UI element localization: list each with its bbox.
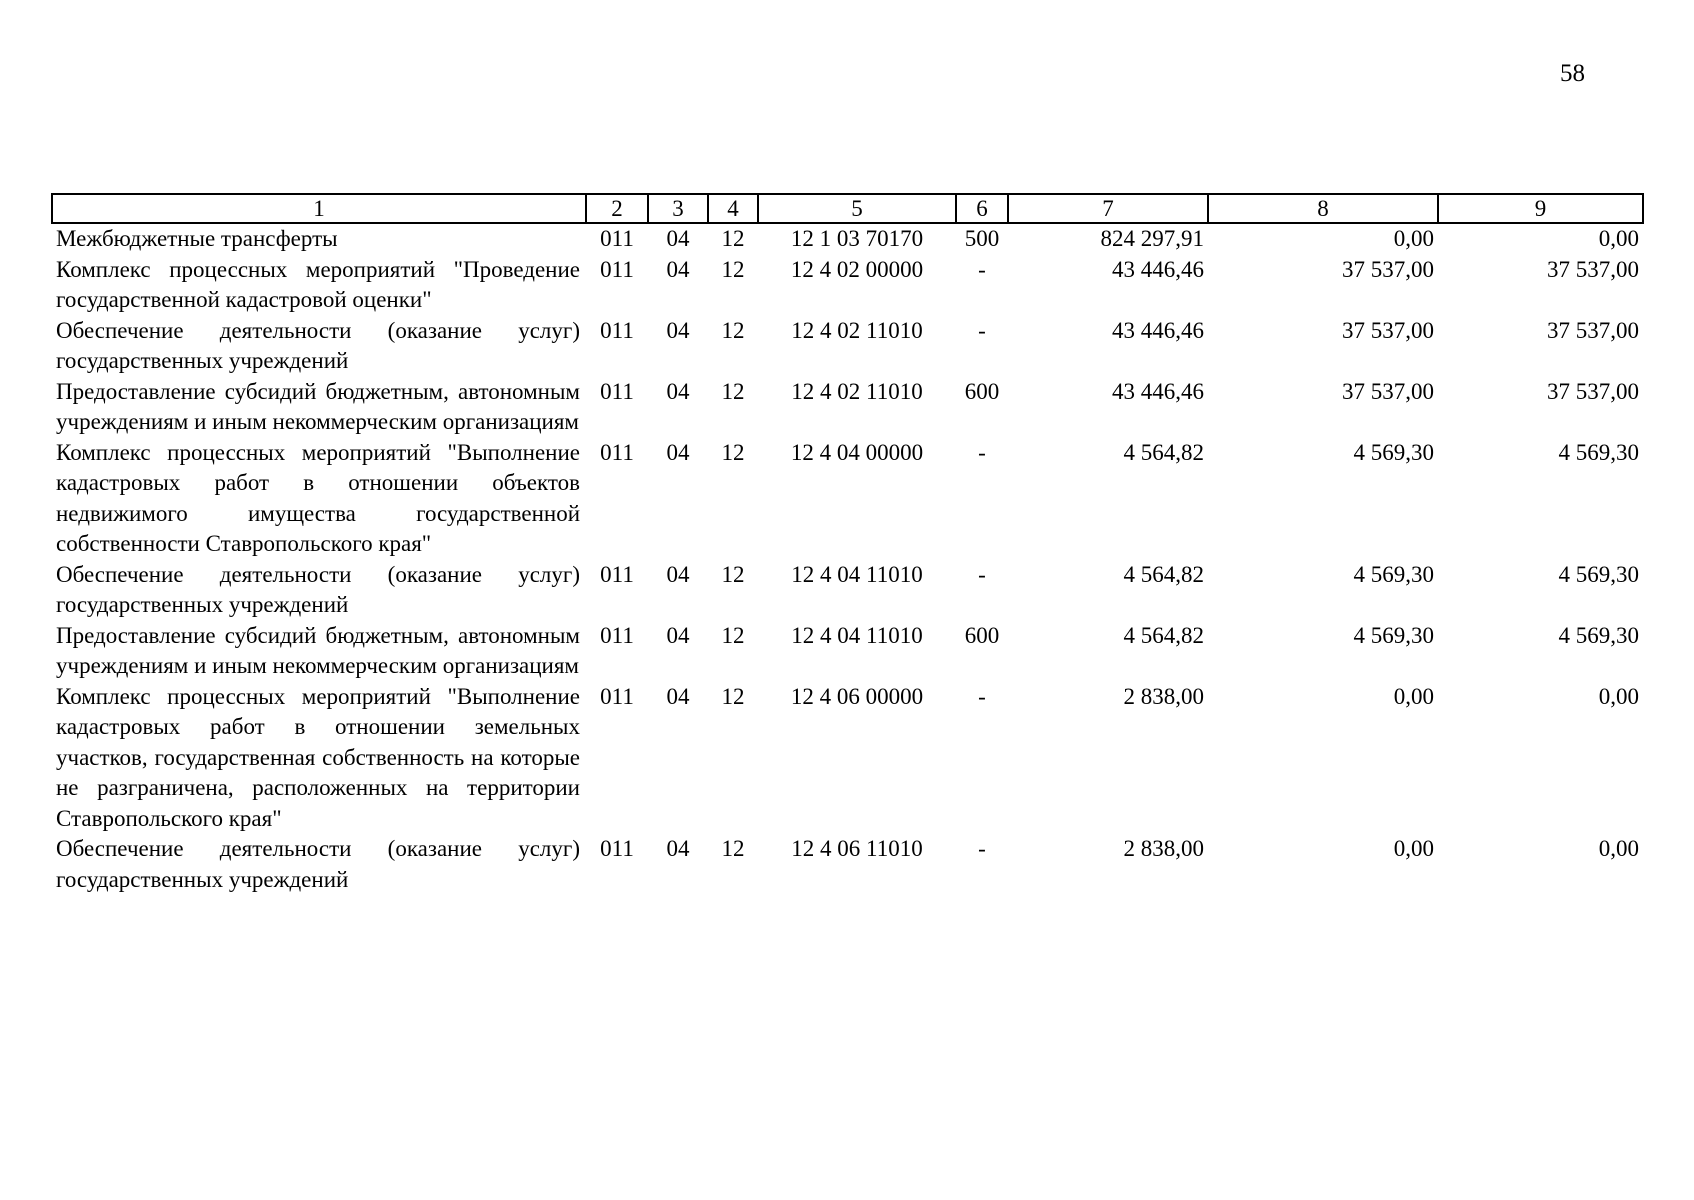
ministry-code-cell: 011: [600, 836, 634, 861]
row-name-cell: Обеспечение деятельности (оказание услуг) государственных учреждений: [56, 317, 580, 373]
header-cell-7: 7: [1008, 194, 1208, 223]
amount-col7-cell: 2 838,00: [1123, 836, 1204, 861]
expense-type-cell: 500: [964, 226, 1000, 251]
target-article-cell: 12 4 02 11010: [791, 317, 923, 343]
amount-col8-cell: 4 569,30: [1353, 622, 1434, 648]
target-article-cell: 12 4 04 00000: [790, 439, 924, 465]
ministry-code-cell: 011: [600, 439, 634, 465]
section-code-cell: 04: [666, 439, 690, 465]
expense-type-cell: -: [978, 836, 986, 861]
target-article-cell: 12 4 04 11010: [791, 561, 923, 587]
expense-type-cell: -: [978, 561, 986, 587]
section-code-cell: 04: [666, 317, 690, 343]
ministry-code-cell: 011: [600, 683, 634, 709]
expense-type-cell: 600: [964, 378, 1000, 404]
header-cell-6: 6: [956, 194, 1008, 223]
subsection-code-cell: 12: [721, 439, 745, 465]
expense-type-cell: -: [978, 317, 986, 343]
row-name-cell: Межбюджетные трансферты: [56, 226, 338, 251]
section-code-cell: 04: [666, 836, 690, 861]
subsection-code-cell: 12: [721, 561, 745, 587]
table-row: [52, 255, 1643, 316]
amount-col7-cell: 4 564,82: [1123, 622, 1204, 648]
target-article-cell: 12 4 06 11010: [791, 836, 923, 861]
subsection-code-cell: 12: [721, 256, 745, 282]
table-row: [52, 682, 1643, 835]
expense-type-cell: -: [978, 439, 986, 465]
header-cell-4: 4: [708, 194, 758, 223]
amount-col8-cell: 0,00: [1393, 226, 1434, 251]
subsection-code-cell: 12: [721, 622, 745, 648]
header-cell-9: 9: [1438, 194, 1643, 223]
row-name-cell: Обеспечение деятельности (оказание услуг) государственных учреждений: [56, 836, 580, 892]
target-article-cell: 12 4 02 00000: [790, 256, 924, 282]
amount-col7-cell: 4 564,82: [1123, 561, 1204, 587]
ministry-code-cell: 011: [600, 378, 634, 404]
table-row: [52, 377, 1643, 438]
budget-table: [51, 193, 1644, 895]
ministry-code-cell: 011: [600, 622, 634, 648]
page-number: 58: [1560, 60, 1585, 87]
row-name-cell: Комплекс процессных мероприятий "Выполнение кадастровых работ в отношении объектов недвижимого имущества государственной собственности Ставропольского края": [56, 439, 580, 556]
header-cell-8: 8: [1208, 194, 1438, 223]
header-cell-1: 1: [52, 194, 586, 223]
subsection-code-cell: 12: [721, 378, 745, 404]
amount-col8-cell: 4 569,30: [1353, 439, 1434, 465]
amount-col7-cell: 824 297,91: [1100, 226, 1204, 251]
amount-col9-cell: 0,00: [1598, 683, 1639, 709]
budget-table-container: [51, 193, 1642, 895]
amount-col8-cell: 37 537,00: [1342, 317, 1434, 343]
amount-col9-cell: 4 569,30: [1558, 561, 1639, 587]
row-name-cell: Комплекс процессных мероприятий "Выполнение кадастровых работ в отношении земельных участков, государственная собственность на которые не разграничена, расположенных на территории Ставропольского края": [56, 683, 580, 831]
table-header: [52, 194, 1643, 223]
target-article-cell: 12 4 06 00000: [790, 683, 924, 709]
amount-col7-cell: 43 446,46: [1112, 317, 1204, 343]
header-cell-3: 3: [648, 194, 708, 223]
section-code-cell: 04: [666, 226, 690, 251]
subsection-code-cell: 12: [721, 226, 745, 251]
ministry-code-cell: 011: [600, 561, 634, 587]
header-row: [52, 194, 1643, 223]
table-row: [52, 316, 1643, 377]
expense-type-cell: -: [978, 683, 986, 709]
table-row: [52, 621, 1643, 682]
section-code-cell: 04: [666, 561, 690, 587]
header-cell-5: 5: [758, 194, 956, 223]
row-name-cell: Комплекс процессных мероприятий "Проведение государственной кадастровой оценки": [56, 256, 580, 312]
amount-col7-cell: 4 564,82: [1123, 439, 1204, 465]
amount-col8-cell: 0,00: [1393, 683, 1434, 709]
amount-col8-cell: 37 537,00: [1342, 378, 1434, 404]
ministry-code-cell: 011: [600, 317, 634, 343]
amount-col9-cell: 4 569,30: [1558, 439, 1639, 465]
expense-type-cell: 600: [964, 622, 1000, 648]
target-article-cell: 12 4 04 11010: [791, 622, 923, 648]
subsection-code-cell: 12: [721, 836, 745, 861]
amount-col7-cell: 43 446,46: [1112, 378, 1204, 404]
amount-col8-cell: 0,00: [1393, 836, 1434, 861]
section-code-cell: 04: [666, 256, 690, 282]
table-body: [52, 223, 1643, 895]
row-name-cell: Предоставление субсидий бюджетным, автономным учреждениям и иным некоммерческим организациям: [56, 622, 580, 678]
section-code-cell: 04: [666, 683, 690, 709]
ministry-code-cell: 011: [600, 256, 634, 282]
table-row: [52, 223, 1643, 255]
table-row: [52, 438, 1643, 560]
row-name-cell: Предоставление субсидий бюджетным, автономным учреждениям и иным некоммерческим организациям: [56, 378, 580, 434]
amount-col9-cell: 4 569,30: [1558, 622, 1639, 648]
target-article-cell: 12 4 02 11010: [791, 378, 923, 404]
amount-col7-cell: 2 838,00: [1123, 683, 1204, 709]
table-row: [52, 834, 1643, 895]
ministry-code-cell: 011: [600, 226, 634, 251]
amount-col8-cell: 37 537,00: [1342, 256, 1434, 282]
header-cell-2: 2: [586, 194, 648, 223]
amount-col9-cell: 37 537,00: [1547, 378, 1639, 404]
amount-col9-cell: 37 537,00: [1547, 317, 1639, 343]
amount-col8-cell: 4 569,30: [1353, 561, 1434, 587]
section-code-cell: 04: [666, 378, 690, 404]
amount-col9-cell: 0,00: [1598, 836, 1639, 861]
subsection-code-cell: 12: [721, 683, 745, 709]
amount-col9-cell: 37 537,00: [1547, 256, 1639, 282]
row-name-cell: Обеспечение деятельности (оказание услуг) государственных учреждений: [56, 561, 580, 617]
expense-type-cell: -: [978, 256, 986, 282]
amount-col7-cell: 43 446,46: [1112, 256, 1204, 282]
table-row: [52, 560, 1643, 621]
amount-col9-cell: 0,00: [1598, 226, 1639, 251]
target-article-cell: 12 1 03 70170: [790, 226, 924, 251]
section-code-cell: 04: [666, 622, 690, 648]
subsection-code-cell: 12: [721, 317, 745, 343]
